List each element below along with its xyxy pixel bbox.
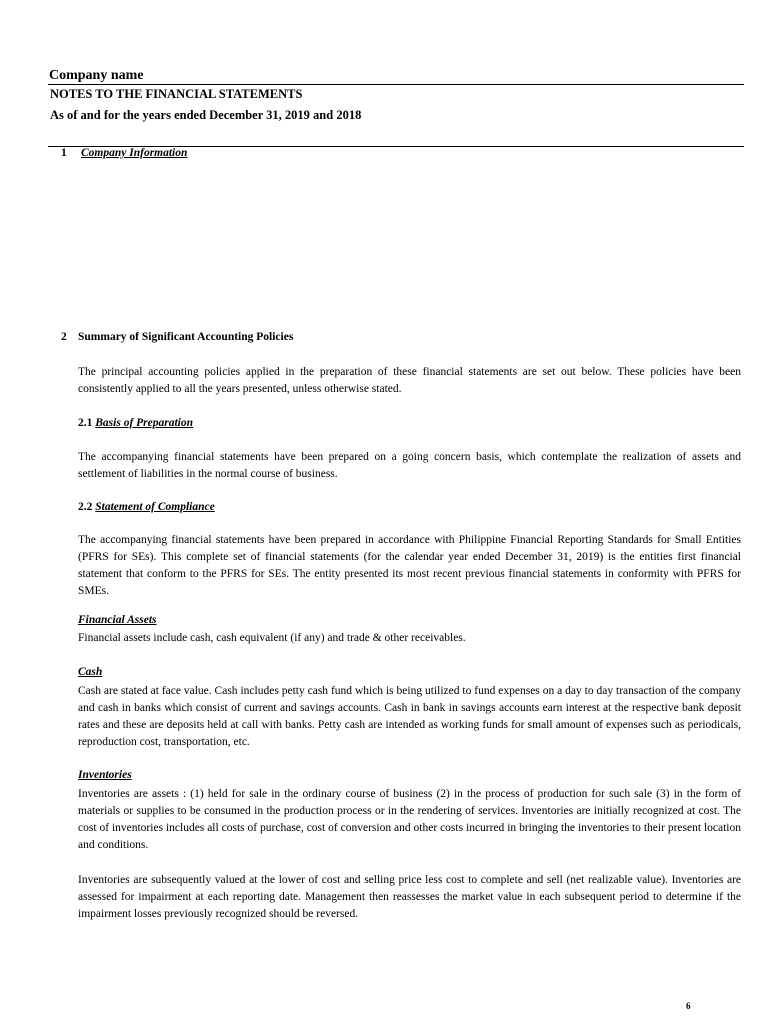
header-rule-top (48, 84, 744, 85)
section-2-number: 2 (61, 331, 67, 343)
basis-of-preparation-text: The accompanying financial statements have been prepared on a going concern basis, which contemplate the realization of assets and settlement of liabilities in the normal course of business. (78, 451, 741, 480)
notes-title: NOTES TO THE FINANCIAL STATEMENTS (50, 87, 303, 101)
subsection-2-1-heading (78, 417, 193, 429)
subsection-2-2-title: Statement of Compliance (95, 501, 215, 513)
page-number: 6 (686, 1001, 691, 1011)
section-2-title: Summary of Significant Accounting Policies (78, 331, 294, 343)
cash-text: Cash are stated at face value. Cash includes petty cash fund which is being utilized to fund expenses on a day to day transaction of the company and cash in banks which consist of current and savings accounts. Cash in bank in savings accounts earn interest at the respective bank deposit rates and these are deposits held at call with banks. Petty cash are intended as working funds for small amount of expenses such as periodicals, reproduction cost, transportation, etc. (78, 685, 741, 748)
subsection-2-2-number: 2.2 (78, 501, 93, 513)
inventories-text-2: Inventories are subsequently valued at the lower of cost and selling price less cost to complete and sell (net realizable value). Inventories are assessed for impairment at each reporting date. Management then reassesses the market value in each subsequent period to determine if the impairment losses previously recognized should be reversed. (78, 874, 741, 920)
statement-of-compliance-text: The accompanying financial statements have been prepared in accordance with Philippine Financial Reporting Standards for Small Entities (PFRS for SEs). This complete set of financial statements (for the calendar year ended December 31, 2019) is the entities first financial statement that conform to the PFRS for SEs. The entity presented its most recent previous financial statements in conformity with PFRS for SMEs. (78, 534, 741, 597)
inventories-heading: Inventories (78, 769, 132, 781)
section-2-intro: The principal accounting policies applied in the preparation of these financial statements are set out below. These policies have been consistently applied to all the years presented, unless otherwise stated. (78, 366, 741, 395)
section-1-number: 1 (61, 147, 67, 159)
cash-heading: Cash (78, 666, 103, 678)
company-name: Company name (49, 68, 144, 83)
subsection-2-2-heading (78, 501, 215, 513)
subsection-2-1-number: 2.1 (78, 417, 93, 429)
inventories-text-1: Inventories are assets : (1) held for sale in the ordinary course of business (2) in the process of production for such sale (3) in the form of materials or supplies to be consumed in the production process or in the rendering of services. Inventories are initially recognized at cost. The cost of inventories includes all costs of purchase, cost of conversion and other costs incurred in bringing the inventories to their present location and conditions. (78, 788, 741, 851)
section-1-title: Company Information (81, 147, 188, 159)
as-of-line: As of and for the years ended December 31, 2019 and 2018 (50, 108, 362, 122)
financial-assets-text: Financial assets include cash, cash equivalent (if any) and trade & other receivables. (78, 632, 466, 644)
subsection-2-1-title: Basis of Preparation (95, 417, 194, 429)
financial-assets-heading: Financial Assets (78, 614, 157, 626)
